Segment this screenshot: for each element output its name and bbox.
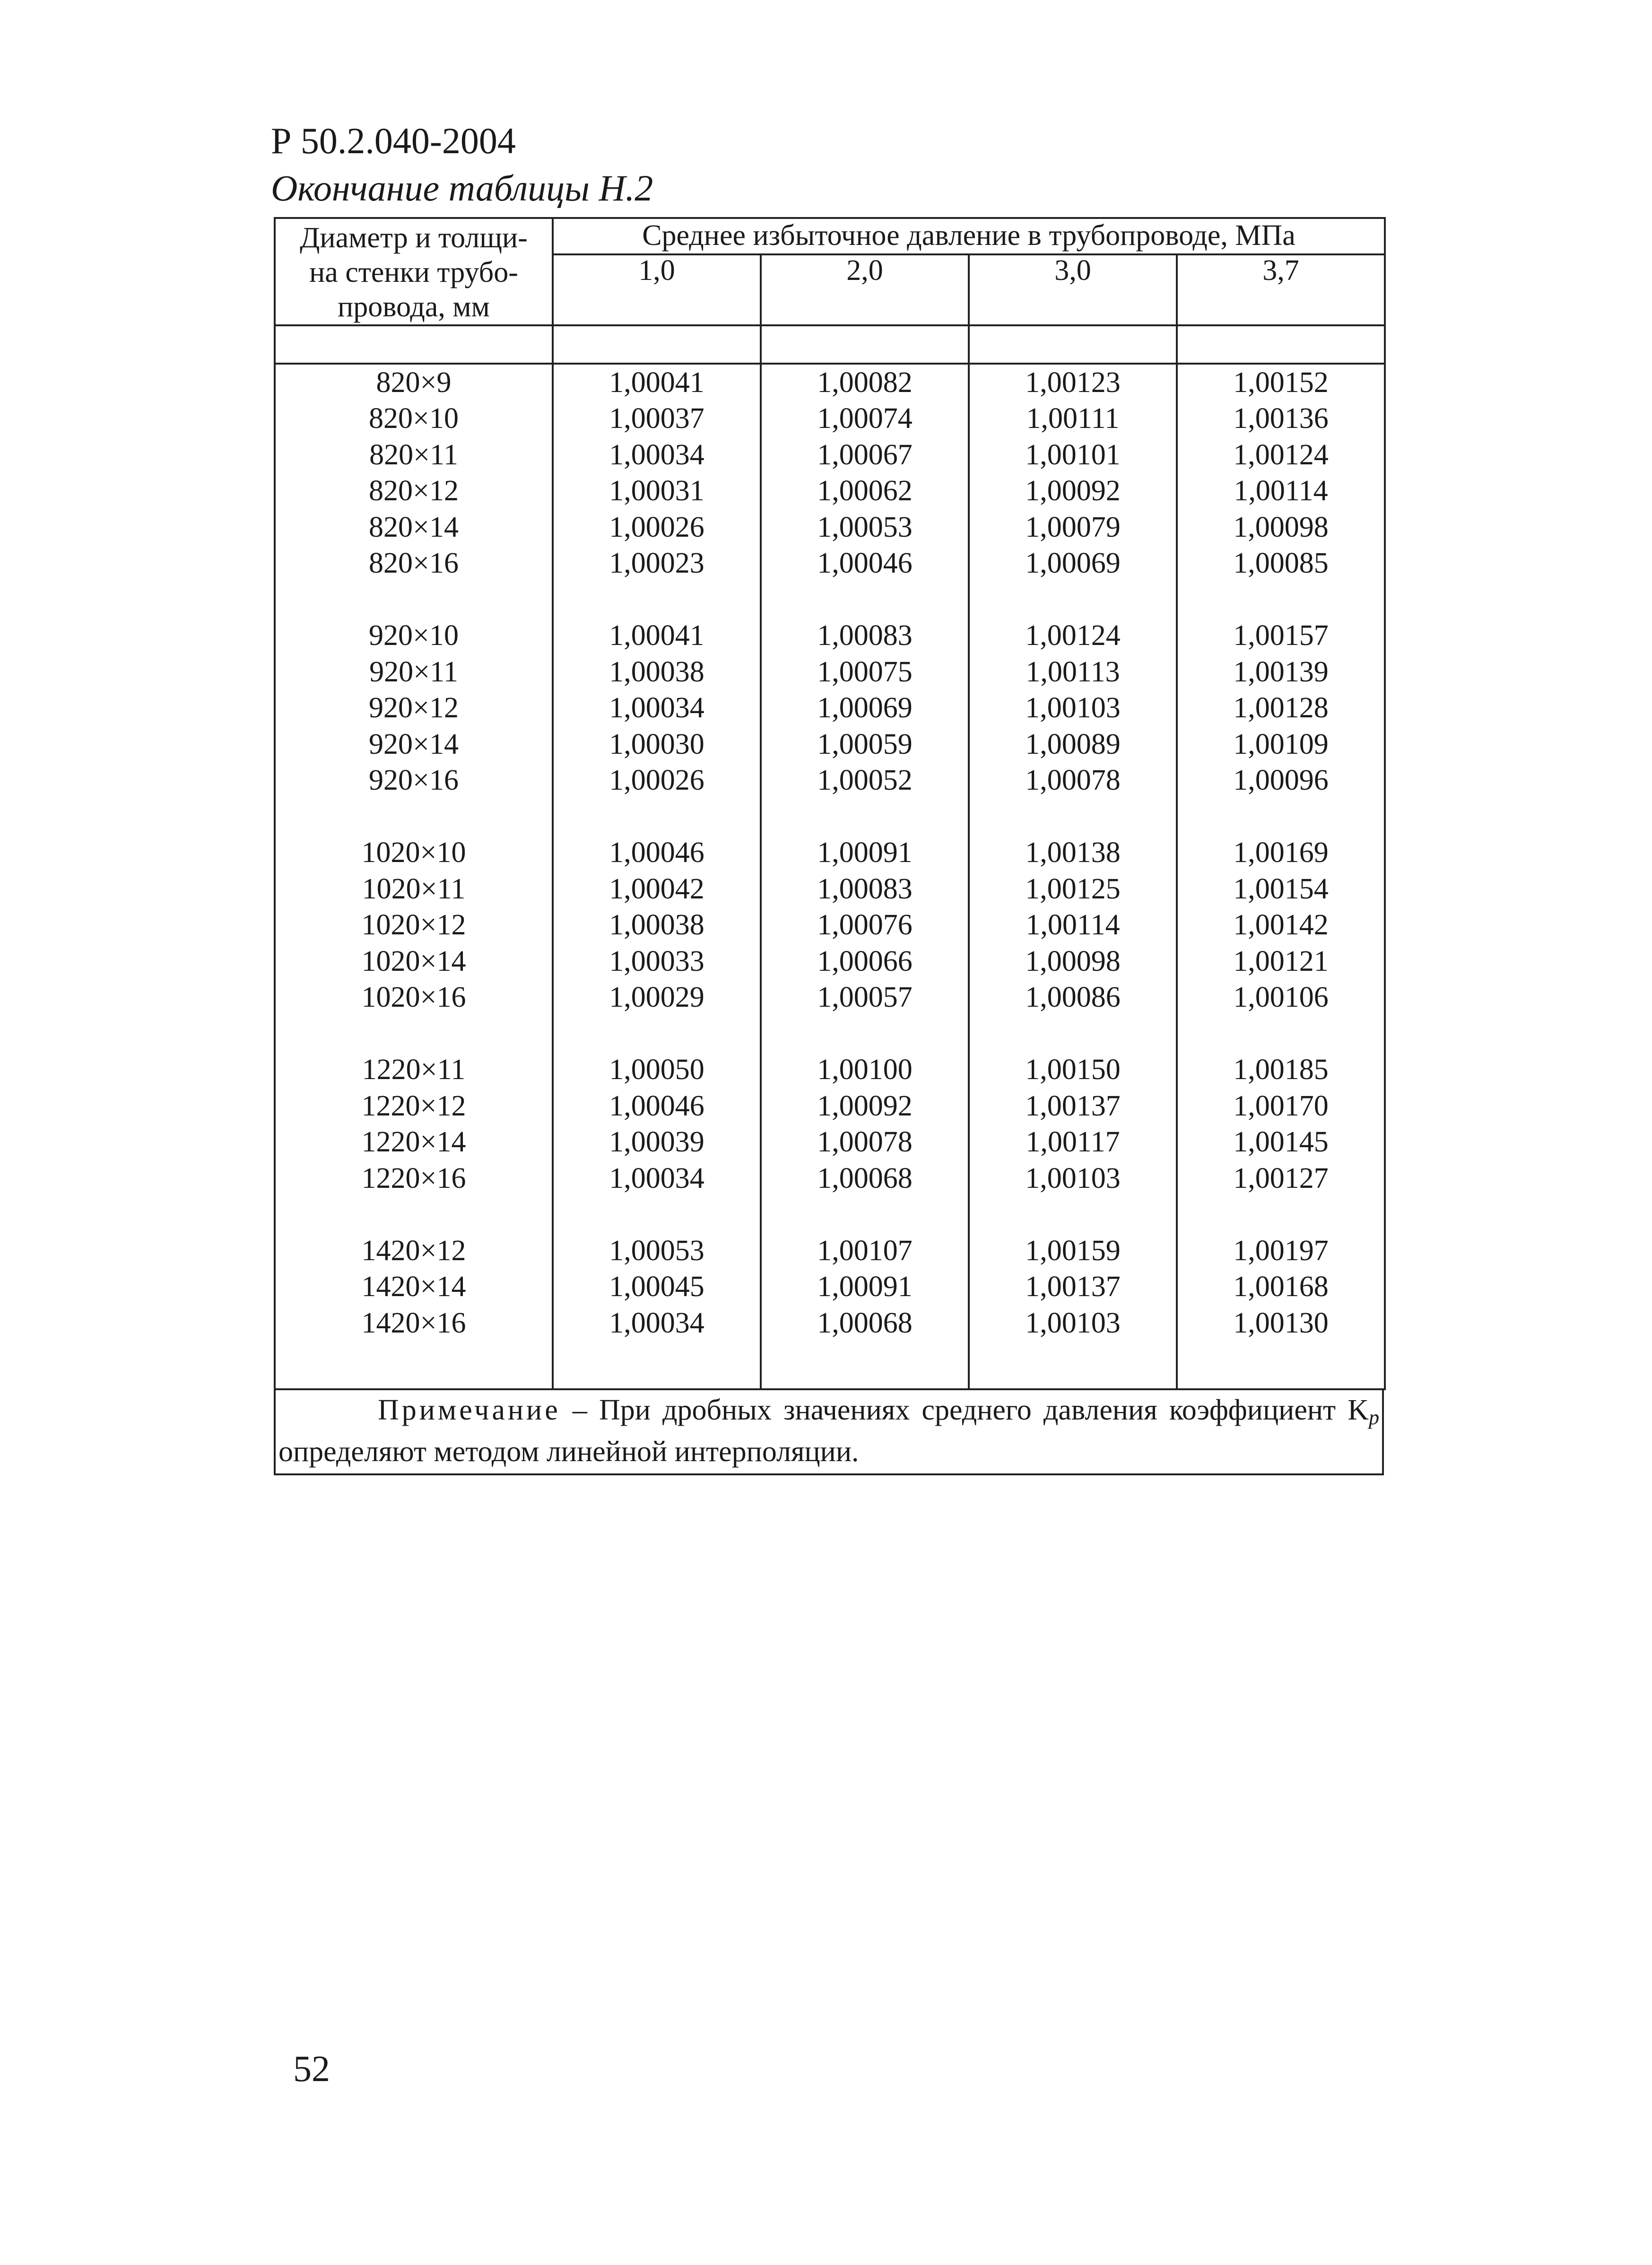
diameter-column-header [275, 218, 553, 325]
pipe-size-cell: 820×12 [275, 473, 553, 509]
coefficient-cell: 1,00023 [553, 545, 761, 582]
coefficient-cell: 1,00046 [553, 835, 761, 871]
page-number: 52 [293, 2048, 330, 2089]
spacer-cell [553, 799, 761, 835]
pipe-size-cell: 820×11 [275, 437, 553, 473]
table-row [275, 1052, 1385, 1088]
spacer-cell [553, 1016, 761, 1052]
coefficient-cell: 1,00117 [969, 1124, 1177, 1160]
coefficient-cell: 1,00128 [1177, 690, 1385, 726]
coefficient-cell: 1,00139 [1177, 654, 1385, 690]
table-row [275, 401, 1385, 437]
coefficient-cell: 1,00138 [969, 835, 1177, 871]
table-row [275, 871, 1385, 907]
spacer-cell [275, 1016, 553, 1052]
coefficient-cell: 1,00114 [1177, 473, 1385, 509]
coefficient-cell: 1,00101 [969, 437, 1177, 473]
spacer-cell [1177, 1196, 1385, 1233]
coefficient-cell: 1,00103 [969, 690, 1177, 726]
coefficient-cell: 1,00137 [969, 1088, 1177, 1124]
table-row [275, 690, 1385, 726]
coefficient-cell: 1,00059 [761, 726, 969, 763]
coefficient-cell: 1,00136 [1177, 401, 1385, 437]
group-spacer-row [275, 799, 1385, 835]
coefficient-cell: 1,00076 [761, 907, 969, 943]
spacer-cell [1177, 582, 1385, 618]
spacer-cell [1177, 1341, 1385, 1389]
table-row [275, 618, 1385, 654]
spacer-cell [761, 1196, 969, 1233]
pipe-size-cell: 820×9 [275, 364, 553, 401]
pipe-size-cell: 920×16 [275, 762, 553, 799]
coefficient-cell: 1,00031 [553, 473, 761, 509]
spacer-cell [969, 799, 1177, 835]
coefficient-cell: 1,00038 [553, 654, 761, 690]
pressure-column-header: 1,0 [553, 254, 761, 325]
pipe-size-cell: 1220×12 [275, 1088, 553, 1124]
coefficient-cell: 1,00034 [553, 1305, 761, 1342]
table-row [275, 762, 1385, 799]
spacer-cell [761, 1341, 969, 1389]
coefficient-cell: 1,00079 [969, 509, 1177, 546]
group-spacer-row [275, 582, 1385, 618]
spacer-cell [553, 1196, 761, 1233]
coefficient-cell: 1,00092 [761, 1088, 969, 1124]
coefficient-cell: 1,00152 [1177, 364, 1385, 401]
diameter-header-line: провода, мм [338, 291, 490, 323]
coefficient-cell: 1,00068 [761, 1305, 969, 1342]
coefficient-cell: 1,00050 [553, 1052, 761, 1088]
coefficient-cell: 1,00125 [969, 871, 1177, 907]
coefficient-cell: 1,00030 [553, 726, 761, 763]
coefficient-cell: 1,00142 [1177, 907, 1385, 943]
coefficient-cell: 1,00069 [969, 545, 1177, 582]
table-row [275, 1160, 1385, 1197]
coefficient-cell: 1,00034 [553, 437, 761, 473]
table-row [275, 943, 1385, 980]
spacer-cell [1177, 1016, 1385, 1052]
pipe-size-cell: 1220×16 [275, 1160, 553, 1197]
pipe-size-cell: 1020×12 [275, 907, 553, 943]
coefficient-cell: 1,00121 [1177, 943, 1385, 980]
pressure-column-header: 2,0 [761, 254, 969, 325]
coefficient-cell: 1,00075 [761, 654, 969, 690]
table-note [274, 1390, 1384, 1475]
diameter-header-line: Диаметр и толщи- [300, 222, 528, 254]
coefficient-cell: 1,00034 [553, 1160, 761, 1197]
spacer-cell [761, 582, 969, 618]
coefficient-cell: 1,00029 [553, 979, 761, 1016]
coefficient-cell: 1,00114 [969, 907, 1177, 943]
note-text-start: – При дробных значениях среднего давления коэффициент K [560, 1394, 1369, 1426]
coefficient-cell: 1,00103 [969, 1160, 1177, 1197]
coefficient-cell: 1,00039 [553, 1124, 761, 1160]
table-row [275, 509, 1385, 546]
group-spacer-row [275, 1196, 1385, 1233]
coefficient-cell: 1,00062 [761, 473, 969, 509]
table-row [275, 364, 1385, 401]
coefficient-cell: 1,00107 [761, 1233, 969, 1269]
spacer-cell [1177, 799, 1385, 835]
coefficient-cell: 1,00185 [1177, 1052, 1385, 1088]
coefficient-cell: 1,00068 [761, 1160, 969, 1197]
table-row [275, 907, 1385, 943]
pipe-size-cell: 920×10 [275, 618, 553, 654]
coefficient-cell: 1,00127 [1177, 1160, 1385, 1197]
coefficient-cell: 1,00074 [761, 401, 969, 437]
coefficient-cell: 1,00130 [1177, 1305, 1385, 1342]
coefficient-cell: 1,00109 [1177, 726, 1385, 763]
coefficient-cell: 1,00042 [553, 871, 761, 907]
coefficient-table [274, 217, 1386, 1390]
table-row [275, 1124, 1385, 1160]
table-row [275, 835, 1385, 871]
diameter-header-line: на стенки трубо- [309, 256, 518, 288]
table-row [275, 437, 1385, 473]
coefficient-cell: 1,00046 [761, 545, 969, 582]
coefficient-cell: 1,00037 [553, 401, 761, 437]
table-row [275, 1305, 1385, 1342]
pipe-size-cell: 1020×11 [275, 871, 553, 907]
pipe-size-cell: 1420×12 [275, 1233, 553, 1269]
coefficient-cell: 1,00091 [761, 835, 969, 871]
spacer-cell [761, 799, 969, 835]
coefficient-cell: 1,00053 [761, 509, 969, 546]
coefficient-cell: 1,00069 [761, 690, 969, 726]
coefficient-cell: 1,00026 [553, 762, 761, 799]
pipe-size-cell: 1420×14 [275, 1269, 553, 1305]
table-end-spacer [275, 1341, 1385, 1389]
spacer-cell [553, 582, 761, 618]
spacer-cell [969, 1196, 1177, 1233]
pipe-size-cell: 820×10 [275, 401, 553, 437]
table-row [275, 654, 1385, 690]
coefficient-cell: 1,00041 [553, 364, 761, 401]
coefficient-cell: 1,00038 [553, 907, 761, 943]
spacer-cell [275, 582, 553, 618]
pipe-size-cell: 1020×16 [275, 979, 553, 1016]
coefficient-cell: 1,00053 [553, 1233, 761, 1269]
pressure-group-header: Среднее избыточное давление в трубопроводе, МПа [553, 218, 1385, 254]
coefficient-cell: 1,00085 [1177, 545, 1385, 582]
coefficient-cell: 1,00106 [1177, 979, 1385, 1016]
document-code: Р 50.2.040-2004 [271, 120, 516, 161]
pipe-size-cell: 1420×16 [275, 1305, 553, 1342]
table-row [275, 726, 1385, 763]
coefficient-cell: 1,00092 [969, 473, 1177, 509]
coefficient-cell: 1,00096 [1177, 762, 1385, 799]
coefficient-cell: 1,00159 [969, 1233, 1177, 1269]
coefficient-cell: 1,00098 [1177, 509, 1385, 546]
table-row [275, 545, 1385, 582]
coefficient-cell: 1,00067 [761, 437, 969, 473]
coefficient-cell: 1,00091 [761, 1269, 969, 1305]
table-header [275, 218, 1385, 325]
coefficient-cell: 1,00057 [761, 979, 969, 1016]
coefficient-cell: 1,00123 [969, 364, 1177, 401]
coefficient-cell: 1,00078 [969, 762, 1177, 799]
coefficient-cell: 1,00033 [553, 943, 761, 980]
table-row [275, 1233, 1385, 1269]
coefficient-cell: 1,00113 [969, 654, 1177, 690]
coefficient-cell: 1,00111 [969, 401, 1177, 437]
page-header [271, 117, 933, 212]
table-continuation-caption: Окончание таблицы Н.2 [271, 167, 653, 209]
pipe-size-cell: 920×14 [275, 726, 553, 763]
table-row [275, 1088, 1385, 1124]
pipe-size-cell: 1020×10 [275, 835, 553, 871]
coefficient-cell: 1,00086 [969, 979, 1177, 1016]
coefficient-cell: 1,00169 [1177, 835, 1385, 871]
note-label: Примечание [378, 1394, 561, 1426]
coefficient-cell: 1,00026 [553, 509, 761, 546]
pipe-size-cell: 820×16 [275, 545, 553, 582]
coefficient-cell: 1,00170 [1177, 1088, 1385, 1124]
coefficient-cell: 1,00154 [1177, 871, 1385, 907]
table-row [275, 979, 1385, 1016]
coefficient-cell: 1,00100 [761, 1052, 969, 1088]
coefficient-cell: 1,00098 [969, 943, 1177, 980]
coefficient-cell: 1,00124 [969, 618, 1177, 654]
pressure-column-header: 3,7 [1177, 254, 1385, 325]
table-body [275, 325, 1385, 1389]
coefficient-table-container [274, 217, 1384, 1475]
pipe-size-cell: 1220×11 [275, 1052, 553, 1088]
group-spacer-row [275, 1016, 1385, 1052]
coefficient-cell: 1,00034 [553, 690, 761, 726]
coefficient-cell: 1,00089 [969, 726, 1177, 763]
spacer-cell [553, 1341, 761, 1389]
coefficient-cell: 1,00066 [761, 943, 969, 980]
coefficient-cell: 1,00197 [1177, 1233, 1385, 1269]
coefficient-cell: 1,00103 [969, 1305, 1177, 1342]
coefficient-cell: 1,00046 [553, 1088, 761, 1124]
spacer-cell [275, 1196, 553, 1233]
header-separator [275, 325, 1385, 364]
coefficient-cell: 1,00078 [761, 1124, 969, 1160]
pressure-column-header: 3,0 [969, 254, 1177, 325]
spacer-cell [761, 1016, 969, 1052]
table-row [275, 473, 1385, 509]
spacer-cell [275, 799, 553, 835]
pipe-size-cell: 820×14 [275, 509, 553, 546]
spacer-cell [969, 582, 1177, 618]
coefficient-cell: 1,00082 [761, 364, 969, 401]
spacer-cell [275, 1341, 553, 1389]
coefficient-subscript: p [1369, 1406, 1379, 1429]
coefficient-cell: 1,00124 [1177, 437, 1385, 473]
coefficient-cell: 1,00083 [761, 871, 969, 907]
coefficient-cell: 1,00150 [969, 1052, 1177, 1088]
coefficient-cell: 1,00083 [761, 618, 969, 654]
coefficient-cell: 1,00157 [1177, 618, 1385, 654]
coefficient-cell: 1,00052 [761, 762, 969, 799]
pipe-size-cell: 920×11 [275, 654, 553, 690]
coefficient-cell: 1,00137 [969, 1269, 1177, 1305]
pipe-size-cell: 1220×14 [275, 1124, 553, 1160]
coefficient-cell: 1,00168 [1177, 1269, 1385, 1305]
spacer-cell [969, 1341, 1177, 1389]
spacer-cell [969, 1016, 1177, 1052]
coefficient-cell: 1,00041 [553, 618, 761, 654]
pipe-size-cell: 920×12 [275, 690, 553, 726]
pipe-size-cell: 1020×14 [275, 943, 553, 980]
coefficient-cell: 1,00045 [553, 1269, 761, 1305]
coefficient-cell: 1,00145 [1177, 1124, 1385, 1160]
note-text-end: определяют методом линейной интерполяции. [278, 1436, 859, 1468]
table-row [275, 1269, 1385, 1305]
